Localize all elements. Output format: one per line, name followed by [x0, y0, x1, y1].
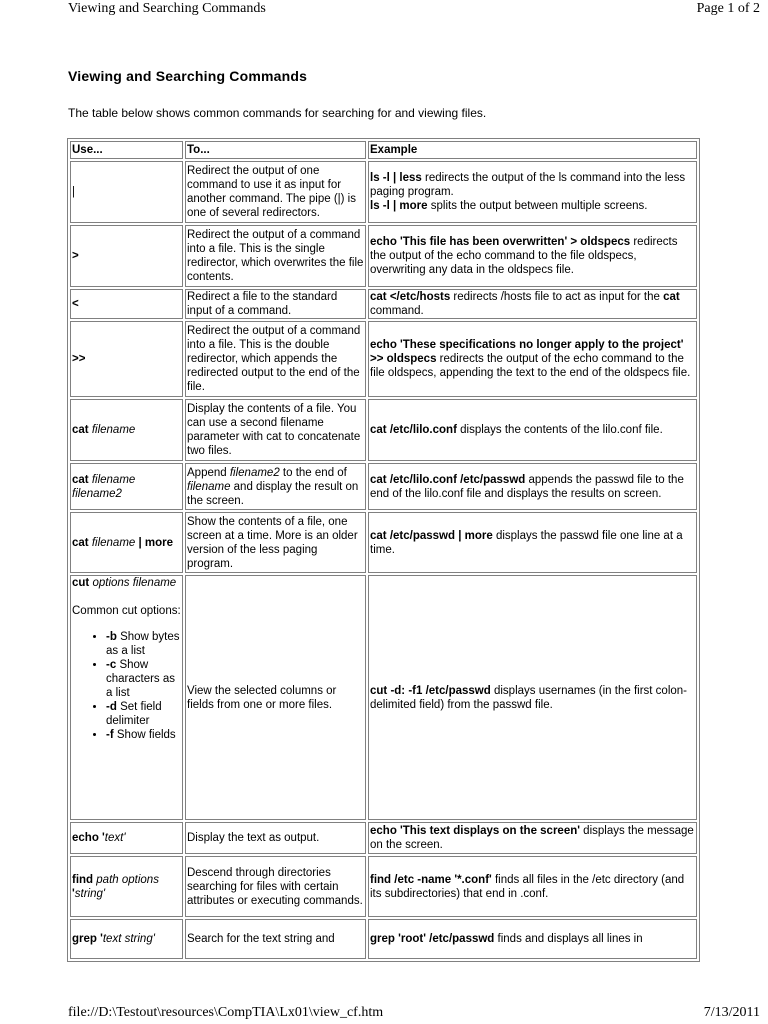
to-cell: Redirect the output of a command into a file. This is the double redirector, which appends the redirected output to the end of the file.: [185, 321, 366, 397]
to-italic: filename: [187, 480, 231, 493]
example-command: grep 'root' /etc/passwd: [370, 933, 495, 945]
command-quote: ': [72, 887, 75, 900]
use-cell: [70, 399, 183, 461]
to-cell: Redirect the output of a command into a file. This is the single redirector, which overwrites the file contents.: [185, 225, 366, 287]
example-command: cat: [663, 291, 680, 303]
command-arg: string': [74, 887, 106, 900]
example-command: echo 'This file has been overwritten' > oldspecs: [370, 236, 631, 248]
use-cell: [70, 822, 183, 854]
command-text: >: [72, 250, 79, 262]
table-row: [70, 399, 697, 461]
command-pipe: | more: [138, 536, 174, 549]
column-header-example: Example: [368, 141, 697, 159]
to-text: to the end of: [279, 466, 347, 479]
example-command: cat </etc/hosts: [370, 291, 451, 303]
example-cell: [368, 225, 697, 287]
option-desc: Show fields: [116, 729, 176, 741]
option-flag: -c: [106, 659, 117, 671]
cut-options-caption: Common cut options:: [72, 605, 181, 617]
use-cell: [70, 919, 183, 959]
example-cell: [368, 161, 697, 223]
example-desc: appends the passwd file to the end of the lilo.conf file and displays the results on screen.: [370, 473, 684, 500]
to-text: and display the result on the screen.: [187, 480, 359, 507]
option-desc: Show characters as a list: [106, 659, 176, 699]
example-cell: [368, 512, 697, 573]
to-cell: Descend through directories searching for files with certain attributes or executing commands.: [185, 856, 366, 917]
to-cell: Redirect the output of one command to use it as input for another command. The pipe (|) is one of several redirectors.: [185, 161, 366, 223]
column-header-to: To...: [185, 141, 366, 159]
table-header-row: [70, 141, 697, 159]
example-cell: [368, 289, 697, 319]
option-desc: Set field delimiter: [106, 701, 162, 727]
command-text: |: [72, 186, 75, 198]
to-text: Append: [187, 466, 230, 479]
example-desc: redirects /hosts file to act as input for the: [450, 291, 664, 303]
to-italic: filename2: [229, 466, 280, 479]
command-text: <: [72, 298, 79, 310]
command-arg: text string': [102, 933, 155, 945]
intro-text: The table below shows common commands for searching for and viewing files.: [68, 106, 487, 120]
cut-options-list: [72, 630, 181, 742]
command-text: cat: [72, 536, 89, 549]
example-cell: [368, 321, 697, 397]
table-row: [70, 225, 697, 287]
print-footer-path: file://D:\Testout\resources\CompTIA\Lx01\view_cf.htm: [68, 1005, 384, 1020]
use-cell: [70, 512, 183, 573]
example-cell: [368, 919, 697, 959]
table-row: [70, 856, 697, 917]
example-cell: [368, 399, 697, 461]
use-cell: [70, 289, 183, 319]
use-cell: [70, 856, 183, 917]
command-text: find: [72, 873, 94, 886]
table-row: [70, 575, 697, 820]
list-item: [106, 630, 181, 658]
example-desc: command.: [370, 305, 424, 317]
command-text: cut: [72, 577, 90, 589]
use-cell: [70, 575, 183, 820]
example-command: ls -l | more: [370, 200, 428, 212]
command-text: cat: [72, 424, 89, 436]
command-arg: filename: [91, 424, 136, 436]
option-flag: -b: [106, 631, 117, 643]
example-command: echo 'These specifications no longer apply to the project' >> oldspecs: [370, 339, 684, 365]
example-command: cut -d: -f1 /etc/passwd: [370, 684, 491, 697]
example-desc: redirects the output of the ls command into the less paging program.: [370, 172, 686, 198]
command-arg: options filename: [92, 577, 177, 589]
use-cell: [70, 463, 183, 510]
print-header-title: Viewing and Searching Commands: [68, 1, 266, 16]
command-arg: path options: [96, 873, 159, 886]
table-row: [70, 289, 697, 319]
use-cell: [70, 161, 183, 223]
command-arg: filename filename2: [72, 473, 136, 500]
table-row: [70, 321, 697, 397]
to-cell: Show the contents of a file, one screen at a time. More is an older version of the less paging program.: [185, 512, 366, 573]
table-row: [70, 463, 697, 510]
example-desc: splits the output between multiple screens.: [427, 200, 648, 212]
example-cell: [368, 575, 697, 820]
page-title: Viewing and Searching Commands: [68, 68, 308, 84]
example-command: ls -l | less: [370, 172, 422, 184]
option-flag: -f: [106, 729, 114, 741]
to-cell: [185, 463, 366, 510]
example-command: cat /etc/lilo.conf /etc/passwd: [370, 473, 526, 486]
example-cell: [368, 856, 697, 917]
to-cell: Display the text as output.: [185, 822, 366, 854]
example-command: echo 'This text displays on the screen': [370, 825, 580, 837]
command-arg: text': [104, 832, 126, 844]
example-command: find /etc -name '*.conf': [370, 873, 492, 886]
to-cell: Display the contents of a file. You can use a second filename parameter with cat to concatenate two files.: [185, 399, 366, 461]
example-cell: [368, 463, 697, 510]
option-flag: -d: [106, 701, 117, 713]
command-text: echo ': [72, 832, 105, 844]
to-cell: Search for the text string and: [185, 919, 366, 959]
command-text: >>: [72, 353, 86, 365]
example-command: cat /etc/lilo.conf: [370, 424, 457, 436]
example-desc: displays the message on the screen.: [370, 825, 694, 851]
example-desc: finds and displays all lines in: [494, 933, 643, 945]
list-item: [106, 700, 181, 728]
table-row: [70, 822, 697, 854]
to-cell: View the selected columns or fields from one or more files.: [185, 575, 366, 820]
example-desc: finds all files in the /etc directory (and its subdirectories) that end in .conf.: [370, 873, 685, 900]
command-text: cat: [72, 473, 89, 486]
use-cell: [70, 321, 183, 397]
table-row: [70, 512, 697, 573]
example-desc: displays the contents of the lilo.conf file.: [456, 424, 663, 436]
list-item: [106, 658, 181, 700]
column-header-use: Use...: [70, 141, 183, 159]
print-footer-date: 7/13/2011: [703, 1005, 760, 1020]
commands-table: [67, 138, 700, 962]
list-item: [106, 728, 181, 742]
example-desc: redirects the output of the echo command to the file oldspecs, appending the text to the end of the oldspecs file.: [370, 353, 691, 379]
command-text: grep ': [72, 933, 103, 945]
example-cell: [368, 822, 697, 854]
print-header-page: Page 1 of 2: [696, 1, 760, 16]
command-arg: filename: [91, 536, 136, 549]
example-desc: redirects the output of the echo command to the file oldspecs, overwriting any data in the oldspecs file.: [370, 236, 678, 276]
example-desc: displays usernames (in the first colon-delimited field) from the passwd file.: [370, 684, 687, 711]
option-desc: Show bytes as a list: [106, 631, 180, 657]
to-cell: Redirect a file to the standard input of a command.: [185, 289, 366, 319]
example-command: cat /etc/passwd | more: [370, 529, 493, 542]
table-row: [70, 919, 697, 959]
example-desc: displays the passwd file one line at a time.: [370, 529, 683, 556]
use-cell: [70, 225, 183, 287]
table-row: [70, 161, 697, 223]
